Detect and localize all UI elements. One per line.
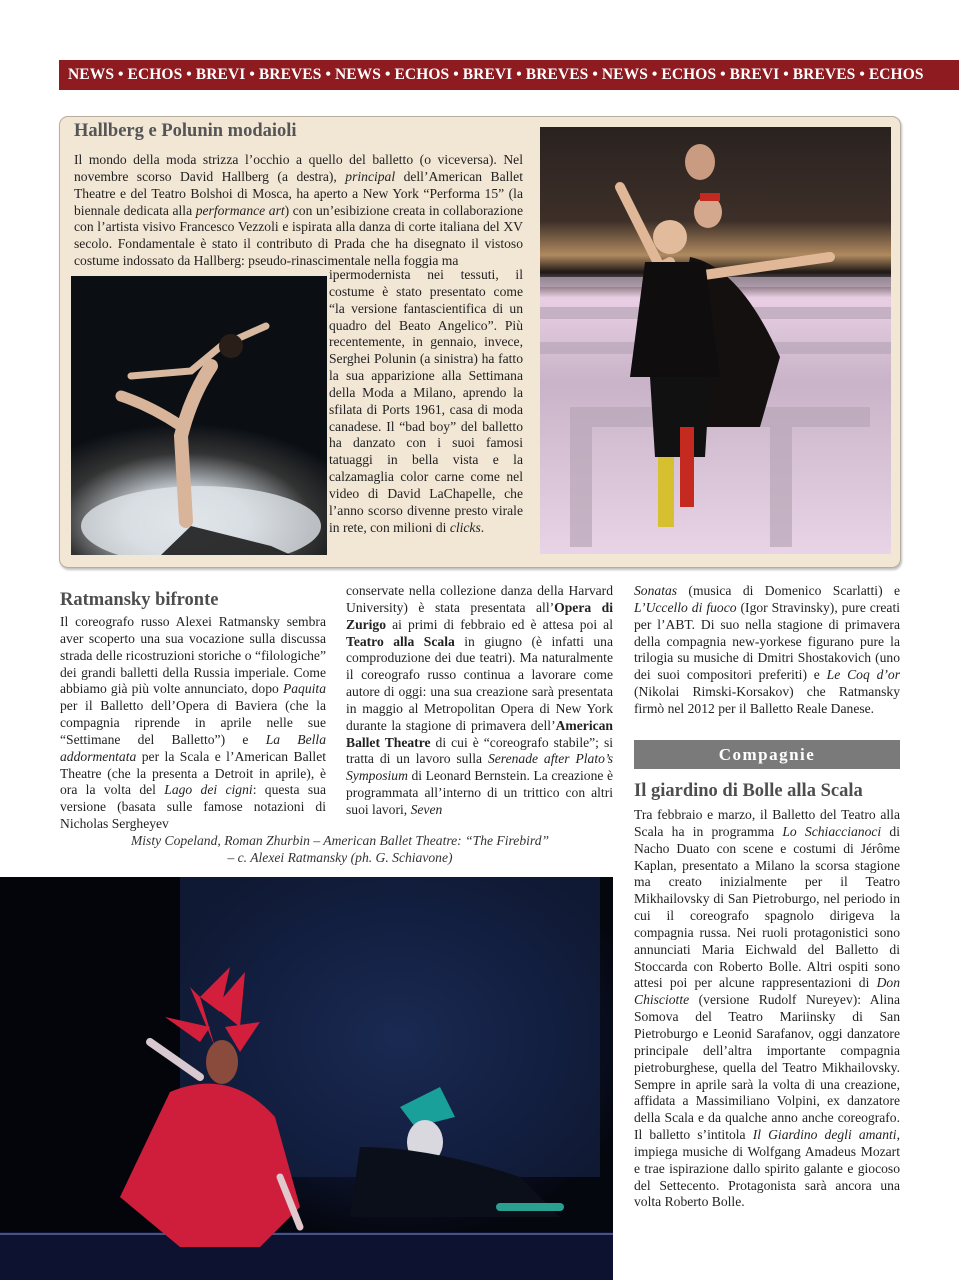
photo-hallberg (540, 127, 891, 554)
article-title-ratmansky: Ratmansky bifronte (60, 590, 219, 610)
feature-paragraph-2: ipermodernista nei tessuti, il costume è stato presentato come “la versione fantascientifica di un quadro del Beato Angelico”. Più recentemente, in gennaio, invece, Serghei Polunin (a sinistra) ha fatto la sua apparizione alla Settimana della Moda a Milano, aprendo la sfilata di Ports 1961, casa di moda canadese. Il “bad boy” del balletto ha danzato con i suoi famosi tatuaggi in bella vista e la calzamaglia color carne come nel video di David LaChapelle, che l’anno scorso divenne presto virale in rete, con milioni di clicks. (329, 267, 523, 535)
feature-title: Hallberg e Polunin modaioli (74, 121, 297, 141)
feature-box (59, 116, 901, 568)
photo-firebird (0, 877, 613, 1280)
section-header-compagnie: Compagnie (634, 740, 900, 769)
runway-illustration-icon (540, 127, 891, 554)
ratmansky-column-1: Il coreografo russo Alexei Ratmansky sembra aver scoperto una sua vocazione sulla discussa strada delle ricostruzioni storiche o “filologiche” dei grandi balletti della Russia imperiale. Come abbiamo già più volte annunciato, dopo Paquita per il Balletto dell’Opera di Baviera (che la compagnia riprende in aprile nelle sue “Settimane del Balletto”) e La Bella addormentata per la Scala e l’American Ballet Theatre (che la presenta a Detroit in aprile), è ora la volta del Lago dei cigni: questa sua versione (basata sulle famose notazioni di Nicholas Sergheyev (60, 614, 326, 832)
ratmansky-column-2: conservate nella collezione danza della Harvard University) è stata presentata all’Opera di Zurigo ai primi di febbraio ed è attesa poi al Teatro alla Scala in giugno (è infatti una comproduzione dei due teatri). Ma naturalmente il coreografo russo continua a lavorare come autore di oggi: una sua creazione sarà presentata in maggio al Metropolitan Opera di New York durante la stagione di primavera dell’American Ballet Theatre di cui è “coreografo stabile”; si tratta di un lavoro sulla Serenade after Plato’s Symposium di Leonard Bernstein. La creazione è programmata all’interno di un trittico con altri suoi lavori, Seven (346, 583, 614, 817)
firebird-illustration-icon (0, 877, 613, 1280)
ratmansky-column-3: Sonatas (musica di Domenico Scarlatti) e L’Uccello di fuoco (Igor Stravinsky), pure creati per l’ABT. Di suo nella stagione di primavera della compagnia new-yorkese figurano pure la trilogia su musiche di Dmitri Shostakovich (uno dei suoi compositori preferiti) e Le Coq d’or (Nikolai Rimski-Korsakov) che Ratmansky firmò nel 2012 per il Balletto Reale Danese. (634, 583, 900, 716)
article-title-giardino: Il giardino di Bolle alla Scala (634, 781, 863, 801)
photo-polunin (71, 276, 327, 555)
photo-caption: Misty Copeland, Roman Zhurbin – American Ballet Theatre: “The Firebird” – c. Alexei Ratmansky (ph. G. Schiavone) (130, 833, 550, 865)
giardino-body: Tra febbraio e marzo, il Balletto del Teatro alla Scala ha in programma Lo Schiaccianoci di Nacho Duato con scene e costumi di Jérôme Kaplan, presentato a Milano la scorsa stagione ma creato inizialmente per il Teatro Mikhailovsky di San Pietroburgo, nel periodo in cui il coreografo spagnolo dirigeva la compagnia russa. Nei ruoli protagonistici sono annunciati Maria Eichwald del Balletto di Stoccarda con Roberto Bolle. Altri ospiti sono attesi poi per alcune rappresentazioni di Don Chisciotte (versione Rudolf Nureyev): Alina Somova del Teatro Mariinsky di San Pietroburgo e Leonid Sarafanov, oggi danzatore principale dell’altra importante compagnia pietroburghese, quella del Teatro Mikhailovsky. Sempre in aprile sarà la volta di una creazione, affidata a Massimiliano Volpini, ex danzatore della Scala e da qualche anno anche coreografo. Il balletto s’intitola Il Giardino degli amanti, impiega musiche di Wolfgang Amadeus Mozart e trae ispirazione dallo spirito galante e giocoso del Settecento. Protagonista sarà ancora una volta Roberto Bolle. (634, 807, 900, 1210)
dancer-illustration-icon (71, 276, 327, 555)
feature-paragraph-1: Il mondo della moda strizza l’occhio a quello del balletto (o viceversa). Nel novembre scorso David Hallberg (a destra), principal dell’American Ballet Theatre e del Teatro Bolshoi di Mosca, ha aperto a New York “Performa 15” (la biennale dedicata alla performance art) con un’esibizione creata in collaborazione con l’artista visivo Francesco Vezzoli e ispirata alla danza di corte italiana del XV secolo. Fondamentale è stato il contributo di Prada che ha disegnato il vistoso costume indossato da Hallberg: pseudo-rinascimentale nella foggia ma (74, 152, 523, 269)
news-banner: NEWS • ECHOS • BREVI • BREVES • NEWS • ECHOS • BREVI • BREVES • NEWS • ECHOS • BREVI • BREVES • ECHOS (59, 60, 959, 90)
